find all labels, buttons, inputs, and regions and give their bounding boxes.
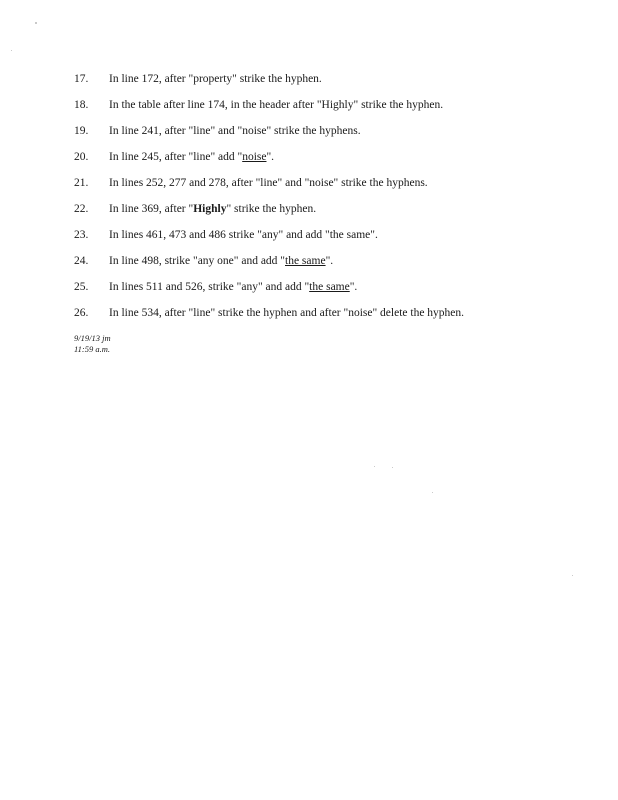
- amendment-text: [109, 98, 594, 112]
- footer-time: 11:59 a.m.: [74, 344, 110, 354]
- amendment-text: [109, 150, 594, 164]
- amendment-number: 22.: [74, 203, 89, 215]
- amendment-number: 21.: [74, 177, 89, 189]
- amendment-text-segment: In line 245, after "line" add ": [109, 151, 243, 163]
- amendment-text: [109, 306, 594, 320]
- amendment-text: [109, 254, 594, 268]
- amendment-text: [109, 202, 594, 216]
- amendment-text: [109, 228, 594, 242]
- amendment-text-underline: the same: [285, 255, 326, 267]
- amendment-text: [109, 280, 594, 294]
- amendment-text-bold: Highly: [193, 203, 227, 215]
- amendment-item: [74, 98, 594, 124]
- amendment-number: 23.: [74, 229, 89, 241]
- amendment-text-segment: In the table after line 174, in the header after "Highly" strike the hyphen.: [109, 99, 444, 111]
- amendment-item: [74, 176, 594, 202]
- amendment-text-segment: In line 498, strike "any one" and add ": [109, 255, 285, 267]
- amendment-number: 24.: [74, 255, 89, 267]
- amendment-text-segment: In line 534, after "line" strike the hyphen and after "noise" delete the hyphen.: [109, 307, 465, 319]
- amendment-number: 19.: [74, 125, 89, 137]
- amendment-item: [74, 306, 594, 332]
- amendment-item: [74, 72, 594, 98]
- amendment-text: [109, 72, 594, 86]
- amendment-item: [74, 280, 594, 306]
- amendment-text-segment: In lines 252, 277 and 278, after "line" and "noise" strike the hyphens.: [109, 177, 428, 189]
- amendment-text: [109, 176, 594, 190]
- scan-speck: [572, 575, 573, 576]
- amendment-text-segment: In line 369, after ": [109, 203, 194, 215]
- amendment-item: [74, 124, 594, 150]
- amendment-number: 17.: [74, 73, 89, 85]
- amendment-text-underline: noise: [242, 151, 267, 163]
- amendment-list: [74, 72, 594, 332]
- amendment-text-segment: ".: [349, 281, 358, 293]
- amendment-number: 20.: [74, 151, 89, 163]
- scan-speck: [392, 467, 393, 468]
- amendment-text-segment: In line 172, after "property" strike the hyphen.: [109, 73, 322, 85]
- amendment-number: 25.: [74, 281, 89, 293]
- footer-date: 9/19/13 jm: [74, 333, 111, 343]
- amendment-text-segment: In lines 511 and 526, strike "any" and add ": [109, 281, 310, 293]
- amendment-item: [74, 228, 594, 254]
- amendment-text-segment: " strike the hyphen.: [226, 203, 317, 215]
- document-footer: [74, 333, 111, 355]
- scan-speck: [35, 22, 37, 24]
- scan-speck: [11, 50, 12, 51]
- amendment-item: [74, 254, 594, 280]
- amendment-text-segment: In lines 461, 473 and 486 strike "any" and add "the same".: [109, 229, 378, 241]
- amendment-number: 26.: [74, 307, 89, 319]
- scan-speck: [374, 466, 375, 467]
- amendment-item: [74, 202, 594, 228]
- scan-speck: [432, 492, 433, 493]
- amendment-text: [109, 124, 594, 138]
- amendment-text-segment: In line 241, after "line" and "noise" strike the hyphens.: [109, 125, 361, 137]
- amendment-item: [74, 150, 594, 176]
- amendment-number: 18.: [74, 99, 89, 111]
- amendment-text-underline: the same: [309, 281, 350, 293]
- amendment-text-segment: ".: [266, 151, 275, 163]
- amendment-text-segment: ".: [325, 255, 334, 267]
